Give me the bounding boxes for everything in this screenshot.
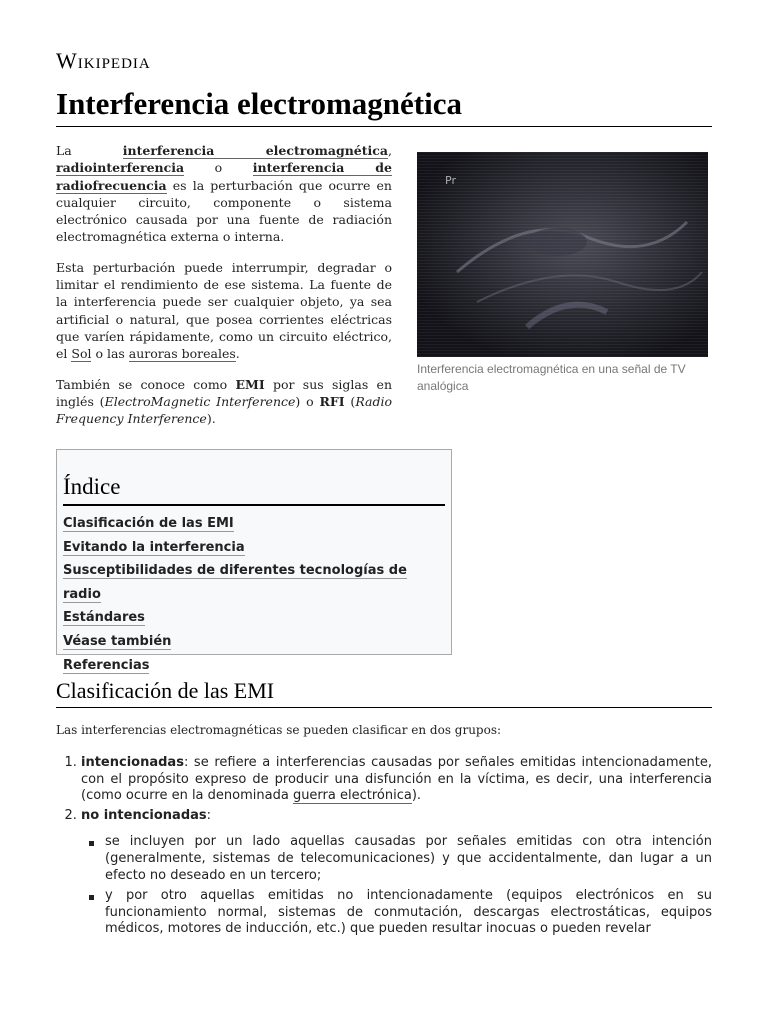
text-span: : [206, 807, 212, 823]
tv-interference-image[interactable] [417, 152, 708, 357]
link-auroras-boreales[interactable]: auroras boreales [128, 346, 236, 362]
text-span: o las [91, 346, 129, 362]
text-span: ). [206, 411, 216, 427]
text-span: o [184, 160, 253, 176]
text-span: La [56, 143, 123, 158]
emi-expansion: ElectroMagnetic Interference [104, 393, 296, 409]
tv-channel-logo: Pr [445, 174, 456, 187]
toc-item[interactable] [63, 559, 445, 606]
text-span: , [388, 143, 392, 158]
lead-paragraph-1 [56, 142, 392, 246]
toc-link[interactable]: Referencias [63, 657, 150, 673]
lead-paragraph-3 [56, 376, 392, 428]
list-item-intencionadas [81, 755, 712, 805]
text-span: es la perturbación que ocurre en cualquier circuito, componente o sistema electrónico causada por una fuente de radiación electromagnética externa o interna. [56, 177, 392, 245]
toc-item[interactable] [63, 630, 445, 654]
link-interferencia-de-radiofrecuencia[interactable]: interferencia de radiofrecuencia [56, 160, 392, 193]
wikipedia-logo[interactable]: Wikipedia [56, 48, 151, 73]
emi-abbreviation: EMI [235, 376, 265, 392]
toc-list [63, 512, 445, 677]
toc-link[interactable]: Estándares [63, 610, 145, 626]
toc-item[interactable] [63, 654, 445, 678]
lead-paragraph-2 [56, 259, 392, 363]
link-guerra-electronica[interactable]: guerra electrónica [292, 788, 412, 804]
sub-list-item: se incluyen por un lado aquellas causadas por señales emitidas con otra intención (generalmente, sistemas de telecomunicaciones) y que accidentalmente, dan lugar a un efecto no deseado en un tercero; [105, 834, 712, 883]
text-span: ). [411, 788, 422, 804]
rfi-expansion: Radio Frequency Interference [56, 393, 392, 427]
text-span: También se conoce como [56, 376, 236, 392]
sub-list-item: y por otro aquellas emitidas no intencionadamente (equipos electrónicos en su funcionamiento normal, sistemas de conmutación, descargas electrostáticas, equipos médicos, motores de inducción, etc.) que pueden resultar inocuas o pueden revelar [105, 888, 712, 937]
toc-link[interactable]: Evitando la interferencia [63, 539, 245, 555]
toc-item[interactable] [63, 512, 445, 536]
term-no-intencionadas: no intencionadas [81, 807, 207, 823]
table-of-contents [56, 449, 452, 673]
term-intencionadas: intencionadas [81, 755, 184, 770]
toc-item[interactable] [63, 536, 445, 560]
page-title: Interferencia electromagnética [56, 84, 712, 127]
sub-list [81, 834, 712, 938]
link-radiointerferencia[interactable]: radiointerferencia [56, 160, 185, 176]
list-item-no-intencionadas [81, 808, 712, 938]
link-interferencia-electromagnetica[interactable]: interferencia electromagnética [122, 143, 388, 158]
toc-link[interactable]: Clasificación de las EMI [63, 516, 234, 531]
infobox-figure [417, 152, 708, 395]
text-span: Esta perturbación puede interrumpir, degradar o limitar el rendimiento de ese sistema. La fuente de la interferencia puede ser cualquier objeto, ya sea artificial o natural, que posea corrientes eléctricas que varíen rápidamente, como un circuito eléctrico, el [56, 259, 392, 362]
toc-link[interactable]: Véase también [63, 633, 172, 649]
figure-caption: Interferencia electromagnética en una señal de TV analógica [417, 362, 686, 393]
lead-section [56, 142, 392, 440]
section-intro: Las interferencias electromagnéticas se pueden clasificar en dos grupos: [56, 723, 502, 737]
section-heading-clasificacion: Clasificación de las EMI [56, 676, 712, 708]
text-span: ( [344, 393, 356, 409]
text-span: : se refiere a interferencias causadas por señales emitidas intencionadamente, con el propósito expreso de producir una disfunción en la víctima, es decir, una interferencia (como ocurre en la denominada [81, 755, 712, 804]
toc-heading: Índice [63, 472, 445, 506]
rfi-abbreviation: RFI [319, 393, 345, 409]
toc-link[interactable]: Susceptibilidades de diferentes tecnologías de radio [63, 563, 407, 602]
classification-list [56, 755, 712, 942]
text-span: . [235, 346, 240, 362]
link-sol[interactable]: Sol [71, 346, 92, 362]
text-span: por sus siglas en inglés ( [56, 376, 392, 409]
toc-item[interactable] [63, 606, 445, 630]
text-span: ) o [295, 393, 320, 409]
